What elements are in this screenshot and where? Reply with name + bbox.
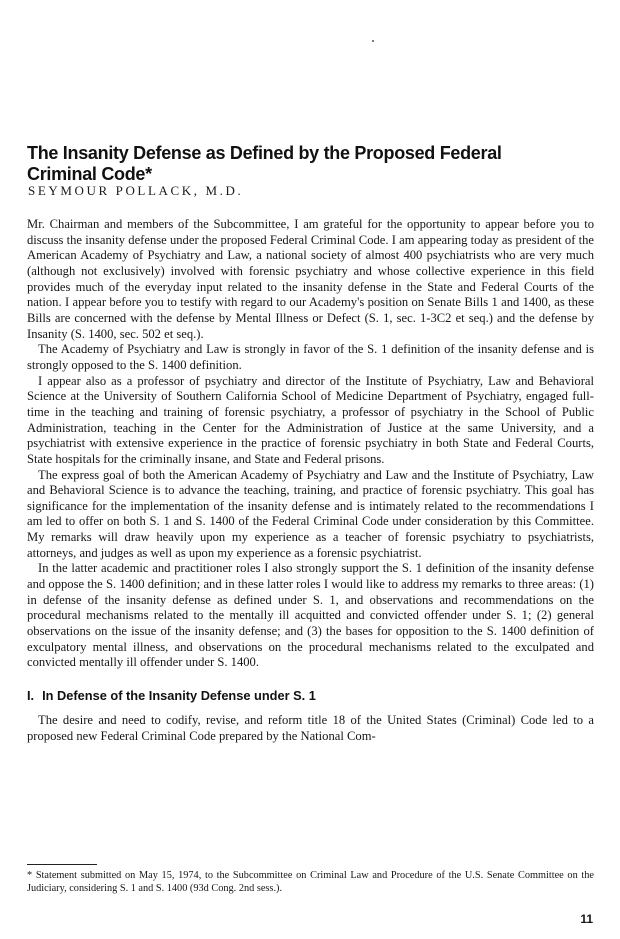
article-author: SEYMOUR POLLACK, M.D. [28, 183, 244, 198]
footnote-divider [27, 864, 97, 865]
section-title: In Defense of the Insanity Defense under S. 1 [42, 688, 316, 704]
section-heading [27, 688, 594, 704]
page-number: 11 [580, 912, 593, 926]
article-title: The Insanity Defense as Defined by the Proposed Federal Criminal Code* [27, 143, 502, 185]
paragraph-section-one: The desire and need to codify, revise, and reform title 18 of the United States (Criminal) Code led to a proposed new Federal Criminal Code prepared by the National Com- [27, 713, 594, 743]
paragraph-academy-position: The Academy of Psychiatry and Law is strongly in favor of the S. 1 definition of the insanity defense and is strongly opposed to the S. 1400 definition. [27, 342, 594, 372]
paragraph-credentials: I appear also as a professor of psychiatry and director of the Institute of Psychiatry, Law and Behavioral Science at the University of Southern California School of Medicine Department of Psychiatry, engaged full-time in the teaching and training of forensic psychiatry, a professor of psychiatry in the School of Public Administration, teaching in the Center for the Administration of Justice at the same University, and a psychiatrist with extensive experience in the practice of forensic psychiatry in both State and Federal Courts, State hospitals for the criminally insane, and State and Federal prisons. [27, 373, 594, 466]
paragraph-express-goal: The express goal of both the American Academy of Psychiatry and Law and the Institute of Psychiatry, Law and Behavioral Science is to advance the teaching, training, and practice of forensic psychiatry. This goal has significance for the implementation of the insanity defense and is intimately related to the recommendations I am led to offer on both S. 1 and S. 1400 of the Federal Criminal Code under consideration by this Committee. My remarks will draw heavily upon my experience as a teacher of forensic psychiatry to psychiatrists, attorneys, and judges as well as upon my experience as a forensic psychiatrist. [27, 467, 594, 560]
scan-speck [372, 40, 374, 42]
section-number: I. [27, 688, 35, 704]
paragraph-three-areas: In the latter academic and practitioner roles I also strongly support the S. 1 definition of the insanity defense and oppose the S. 1400 definition; and in these latter roles I would like to address my remarks to three areas: (1) in defense of the insanity defense as defined under S. 1, and observations and recommendations on the procedural mechanisms related to the mentally ill acquitted and convicted offender under S. 1; (2) general observations on the issue of the insanity defense; and (3) the bases for opposition to the S. 1400 definition of exculpatory mental illness, and observations on the procedural mechanisms related to the exculpated and convicted mentally ill offender under S. 1400. [27, 561, 594, 670]
footnote: * Statement submitted on May 15, 1974, to the Subcommittee on Criminal Law and Procedure of the U.S. Senate Committee on the Judiciary, considering S. 1 and S. 1400 (93d Cong. 2nd sess.). [27, 870, 594, 894]
article-body [27, 217, 594, 744]
paragraph-intro: Mr. Chairman and members of the Subcommittee, I am grateful for the opportunity to appear before you to discuss the insanity defense under the proposed Federal Criminal Code. I am appearing today as president of the American Academy of Psychiatry and Law, a national society of almost 400 psychiatrists who are very much (although not exclusively) involved with forensic psychiatry and whose collective experience in this field provides much of the everyday input related to the insanity defense in the State and Federal Courts of the nation. I appear before you to testify with regard to our Academy's position on Senate Bills 1 and 1400, as these Bills are concerned with the defense by Mental Illness or Defect (S. 1, sec. 1-3C2 et seq.) and the defense by Insanity (S. 1400, sec. 502 et seq.). [27, 217, 594, 341]
